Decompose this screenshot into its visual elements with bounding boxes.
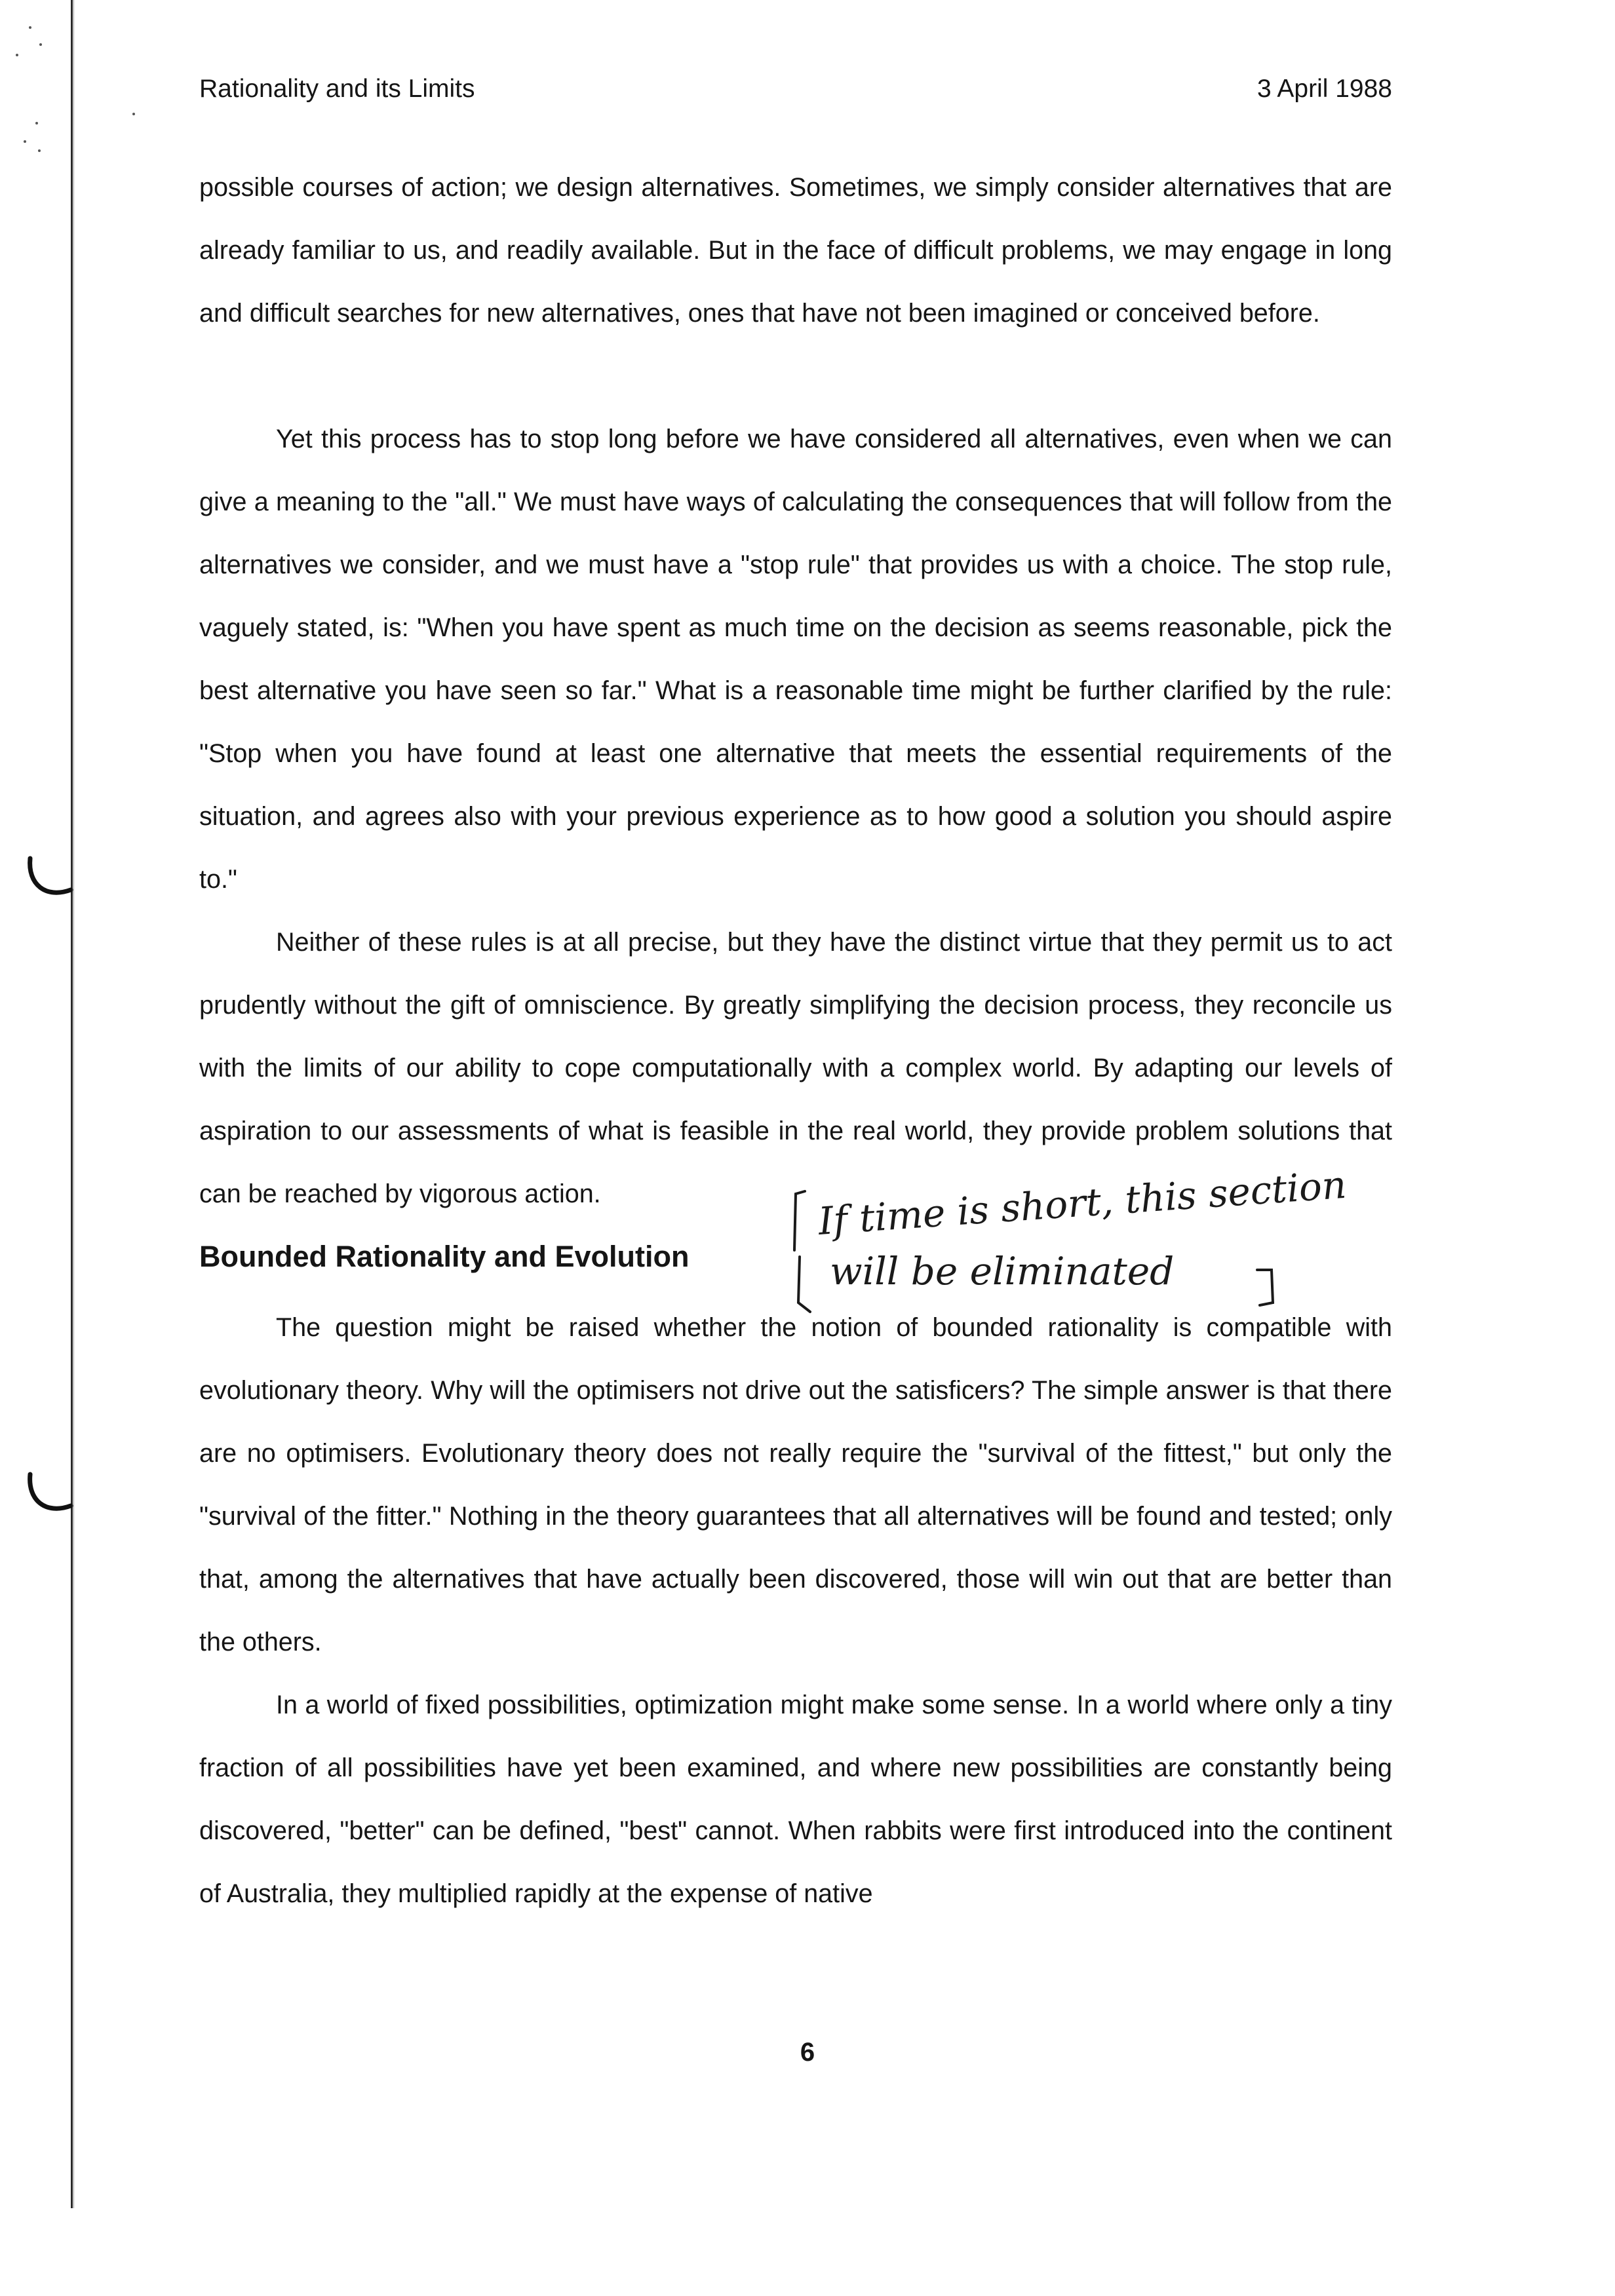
header-title: Rationality and its Limits <box>199 75 475 103</box>
paragraph-design-alternatives: possible courses of action; we design alternatives. Sometimes, we simply consider alternatives that are already familiar to us, and readily available. But in the face of difficult problems, we may engage in long and difficult searches for new alternatives, ones that have not been imagined or conceived before. <box>199 173 1392 328</box>
scan-speck <box>35 122 38 124</box>
paragraph-fixed-possibilities: In a world of fixed possibilities, optimization might make some sense. In a world where only a tiny fraction of all possibilities have yet been examined, and where new possibilities are constantly being discovered, "better" can be defined, "best" cannot. When rabbits were first introduced into the continent of Australia, they multiplied rapidly at the expense of native <box>199 1691 1392 1908</box>
page-number: 6 <box>800 2038 815 2067</box>
section-heading: Bounded Rationality and Evolution <box>199 1240 690 1273</box>
binding-edge-line <box>71 0 73 2208</box>
handwritten-note-line2: will be eliminated <box>830 1249 1175 1293</box>
paragraph-aspiration: Neither of these rules is at all precise, but they have the distinct virtue that they permit us to act prudently without the gift of omniscience. By greatly simplifying the decision process, they reconcile us with the limits of our ability to cope computationally with a complex world. By adapting our levels of aspiration to our assessments of what is feasible in the real world, they provide problem solutions that can be reached by vigorous action. <box>199 928 1392 1208</box>
scan-speck <box>39 43 42 46</box>
scan-speck <box>24 140 26 143</box>
scan-speck <box>38 149 41 152</box>
scan-speck <box>132 113 135 115</box>
header-date: 3 April 1988 <box>1257 75 1392 103</box>
punch-hole-mark-lower <box>20 1468 79 1520</box>
paragraph-evolution: The question might be raised whether the notion of bounded rationality is compatible with evolutionary theory. Why will the optimisers not drive out the satisficers? The simple answer is that there are no optimisers. Evolutionary theory does not really require the "survival of the fittest," but only the "survival of the fitter." Nothing in the theory guarantees that all alternatives will be found and tested; only that, among the alternatives that have actually been discovered, those will win out that are better than the others. <box>199 1313 1392 1656</box>
running-header <box>199 73 1392 105</box>
scan-speck <box>16 54 18 56</box>
scan-speck <box>29 26 31 29</box>
binding-edge-shadow <box>73 0 74 2208</box>
handwritten-note-line1: If time is short, this section <box>817 1172 1348 1244</box>
paragraph-stop-rule: Yet this process has to stop long before we have considered all alternatives, even when we can give a meaning to the "all." We must have ways of calculating the consequences that will follow from the alternatives we consider, and we must have a "stop rule" that provides us with a choice. The stop rule, vaguely stated, is: "When you have spent as much time on the decision as seems reasonable, pick the best alternative you have seen so far." What is a reasonable time might be further clarified by the rule: "Stop when you have found at least one alternative that meets the essential requirements of the situation, and agrees also with your previous experience as to how good a solution you should aspire to." <box>199 425 1392 894</box>
punch-hole-mark-upper <box>20 852 79 904</box>
